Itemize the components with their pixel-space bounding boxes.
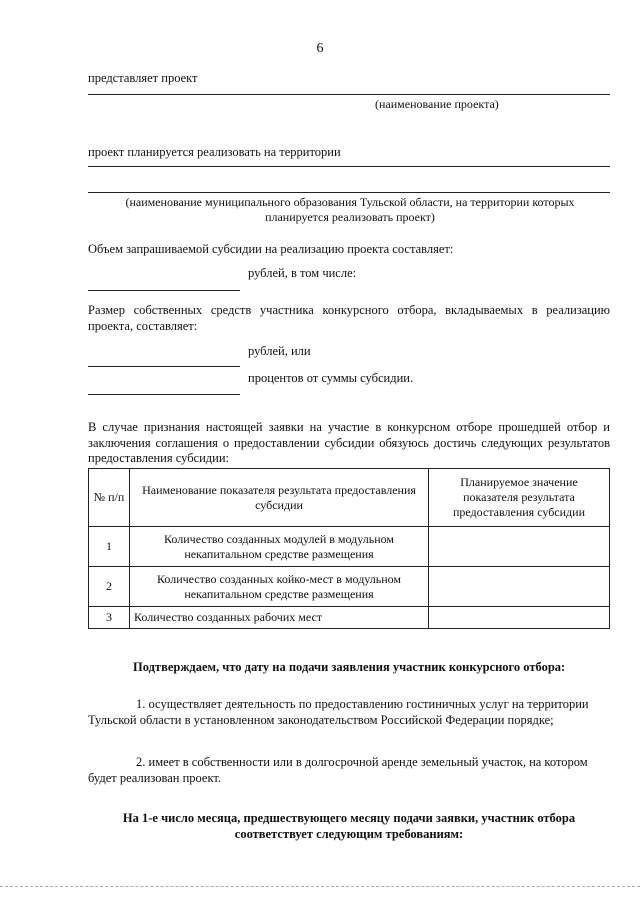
commitment-text: В случае признания настоящей заявки на участие в конкурсном отборе прошедшей отбор и заключения соглашения о предоставлении субсидии обязуюсь достичь следующих результатов предоставления субсидии: <box>88 420 610 466</box>
row-value-cell[interactable] <box>429 567 610 607</box>
row-value-cell[interactable] <box>429 607 610 629</box>
territory-label: проект планируется реализовать на территории <box>88 145 341 159</box>
requirements-heading: На 1-е число месяца, предшествующего месяцу подачи заявки, участник отбора соответствует следующим требованиям: <box>122 811 576 841</box>
subsidy-amount-field[interactable] <box>88 290 240 291</box>
table-row <box>89 607 610 629</box>
header-name: Наименование показателя результата предоставления субсидии <box>130 469 429 527</box>
table-header-row <box>89 469 610 527</box>
own-funds-unit-pct: процентов от суммы субсидии. <box>248 371 414 385</box>
own-funds-unit-rub: рублей, или <box>248 344 311 358</box>
table-row <box>89 567 610 607</box>
territory-field-line-1[interactable] <box>88 166 610 167</box>
project-label: представляет проект <box>88 71 198 85</box>
own-funds-rub-field[interactable] <box>88 366 240 367</box>
row-name: Количество созданных модулей в модульном некапитальном средстве размещения <box>130 527 429 567</box>
header-num: № п/п <box>89 469 130 527</box>
subsidy-volume-unit: рублей, в том числе: <box>248 266 357 280</box>
territory-caption: (наименование муниципального образования Тульской области, на территории которых планируется реализовать проект) <box>125 195 575 224</box>
confirm-item-2: 2. имеет в собственности или в долгосрочной аренде земельный участок, на котором будет реализован проект. <box>88 755 588 785</box>
row-num: 3 <box>89 607 130 629</box>
row-name: Количество созданных койко-мест в модульном некапитальном средстве размещения <box>130 567 429 607</box>
table-row <box>89 527 610 567</box>
subsidy-volume-label: Объем запрашиваемой субсидии на реализацию проекта составляет: <box>88 242 454 256</box>
scan-edge-divider <box>0 886 640 887</box>
own-funds-label: Размер собственных средств участника конкурсного отбора, вкладываемых в реализацию проекта, составляет: <box>88 303 610 333</box>
project-name-caption: (наименование проекта) <box>375 97 499 111</box>
row-value-cell[interactable] <box>429 527 610 567</box>
results-table <box>88 468 610 629</box>
row-num: 2 <box>89 567 130 607</box>
project-name-field[interactable] <box>88 94 610 95</box>
row-name: Количество созданных рабочих мест <box>130 607 429 629</box>
own-funds-pct-field[interactable] <box>88 394 240 395</box>
row-num: 1 <box>89 527 130 567</box>
header-value: Планируемое значение показателя результата предоставления субсидии <box>429 469 610 527</box>
confirm-item-1: 1. осуществляет деятельность по предоставлению гостиничных услуг на территории Тульской области в установленном законодательством Российской Федерации порядке; <box>88 697 589 727</box>
page-number: 6 <box>316 41 324 56</box>
confirm-heading: Подтверждаем, что дату на подачи заявления участник конкурсного отбора: <box>133 660 566 674</box>
territory-field-line-2[interactable] <box>88 192 610 193</box>
